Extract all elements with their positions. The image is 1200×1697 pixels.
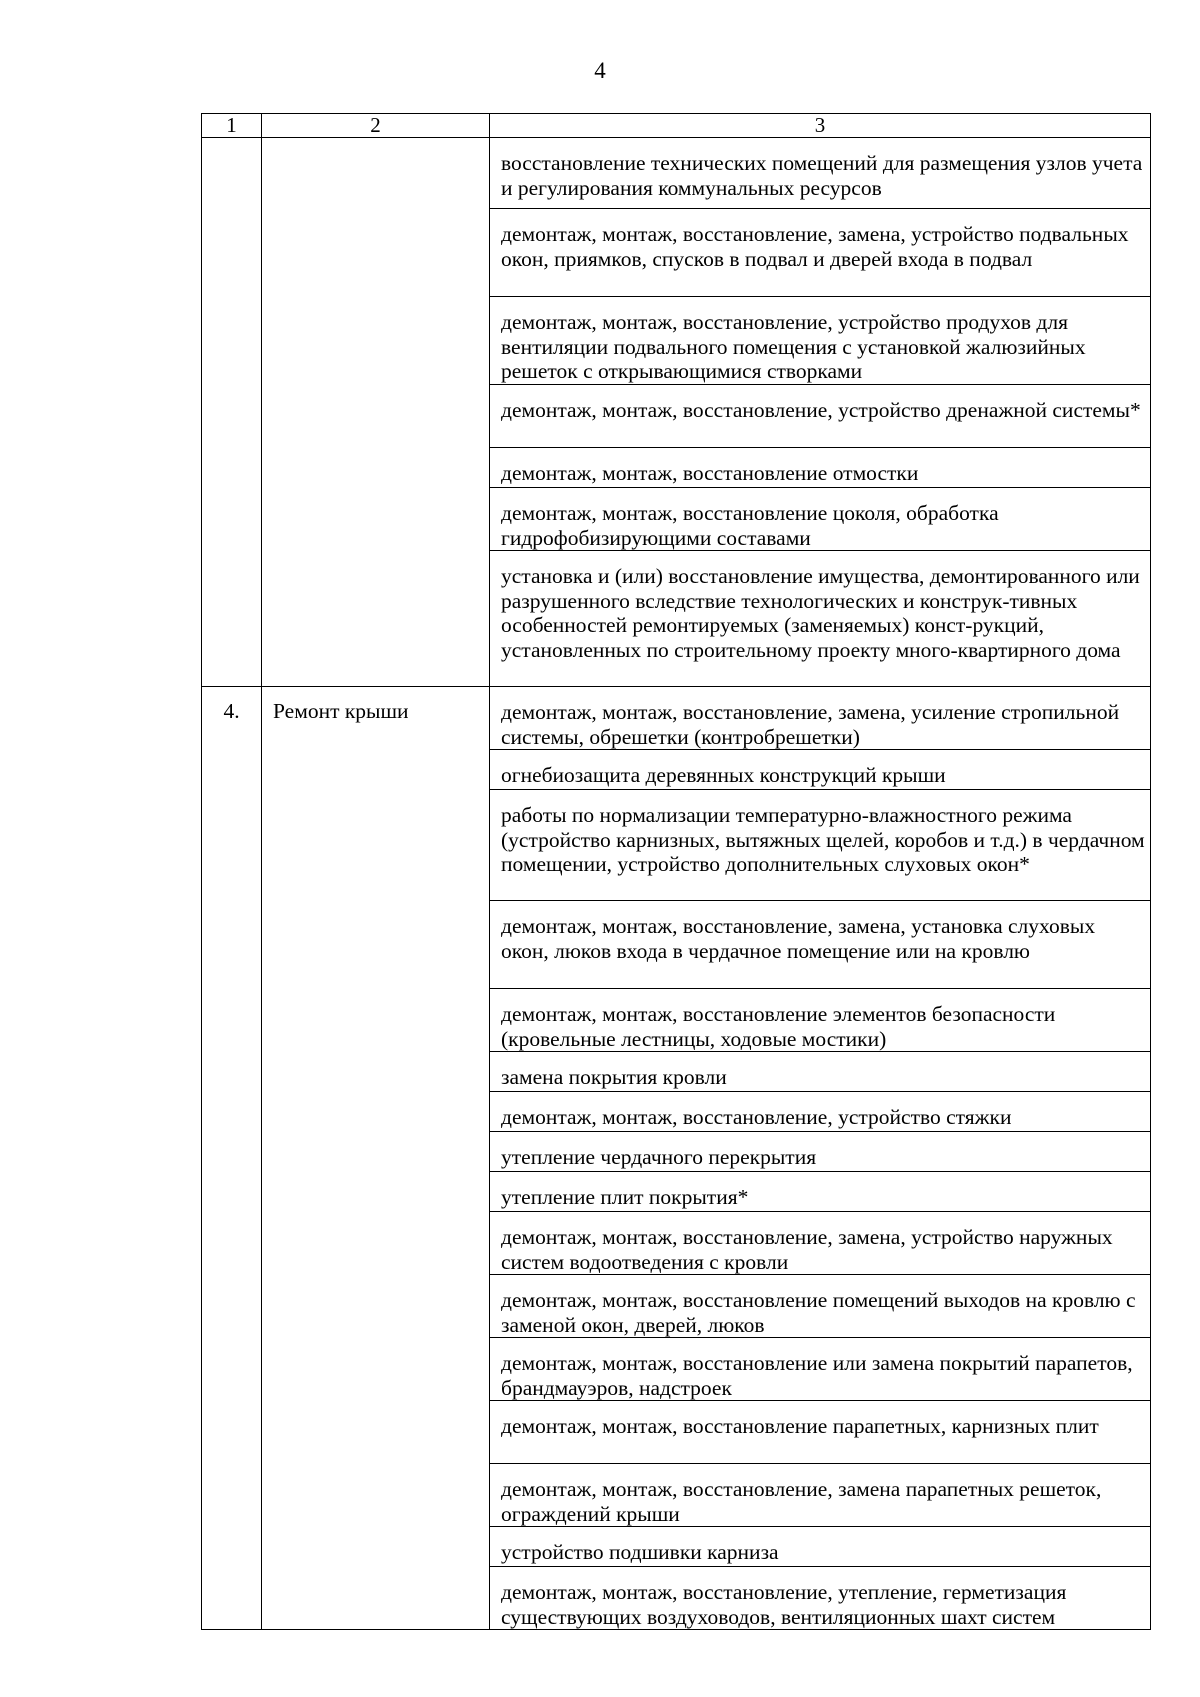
section-number: 4. [202,687,262,1630]
work-item: работы по нормализации температурно-влажностного режима (устройство карнизных, вытяжных щелей, коробов и т.д.) в чердачном помещении, устройство дополнительных слуховых окон* [490,790,1151,901]
work-item: демонтаж, монтаж, восстановление, замена, усиление стропильной системы, обрешетки (контробрешетки) [490,687,1151,750]
table-row [202,138,1151,209]
work-item: демонтаж, монтаж, восстановление цоколя, обработка гидрофобизирующими составами [490,488,1151,551]
work-item: восстановление технических помещений для размещения узлов учета и регулирования коммунальных ресурсов [490,138,1151,209]
work-item: устройство подшивки карниза [490,1527,1151,1567]
work-item: установка и (или) восстановление имущества, демонтированного или разрушенного вследствие технологических и конструк-тивных особенностей ремонтируемых (заменяемых) конст-рукций, установленных по строительному проекту много-квартирного дома [490,551,1151,687]
header-col-1: 1 [202,114,262,138]
table-row [202,687,1151,750]
work-item: замена покрытия кровли [490,1052,1151,1092]
work-item: утепление плит покрытия* [490,1172,1151,1212]
work-item: демонтаж, монтаж, восстановление, устройство дренажной системы* [490,385,1151,448]
empty-number-cell [202,138,262,687]
work-item: демонтаж, монтаж, восстановление отмостки [490,448,1151,488]
work-item: демонтаж, монтаж, восстановление или замена покрытий парапетов, брандмауэров, надстроек [490,1338,1151,1401]
work-item: демонтаж, монтаж, восстановление элементов безопасности (кровельные лестницы, ходовые мостики) [490,989,1151,1052]
work-item: демонтаж, монтаж, восстановление, замена, устройство наружных систем водоотведения с кровли [490,1212,1151,1275]
work-item: утепление чердачного перекрытия [490,1132,1151,1172]
work-item: демонтаж, монтаж, восстановление, утепление, герметизация существующих воздуховодов, вентиляционных шахт систем [490,1567,1151,1630]
work-item: демонтаж, монтаж, восстановление, замена парапетных решеток, ограждений крыши [490,1464,1151,1527]
empty-name-cell [262,138,490,687]
work-item: демонтаж, монтаж, восстановление, замена, устройство подвальных окон, приямков, спусков в подвал и дверей входа в подвал [490,209,1151,297]
header-col-2: 2 [262,114,490,138]
work-item: демонтаж, монтаж, восстановление парапетных, карнизных плит [490,1401,1151,1464]
work-item: демонтаж, монтаж, восстановление, устройство продухов для вентиляции подвального помещения с установкой жалюзийных решеток с открывающимися створками [490,297,1151,385]
header-row [202,114,1151,138]
work-item: огнебиозащита деревянных конструкций крыши [490,750,1151,790]
work-item: демонтаж, монтаж, восстановление помещений выходов на кровлю с заменой окон, дверей, люков [490,1275,1151,1338]
section-name: Ремонт крыши [262,687,490,1630]
works-table [201,113,1151,1630]
work-item: демонтаж, монтаж, восстановление, замена, установка слуховых окон, люков входа в чердачное помещение или на кровлю [490,901,1151,989]
header-col-3: 3 [490,114,1151,138]
work-item: демонтаж, монтаж, восстановление, устройство стяжки [490,1092,1151,1132]
page-number: 4 [594,58,606,83]
